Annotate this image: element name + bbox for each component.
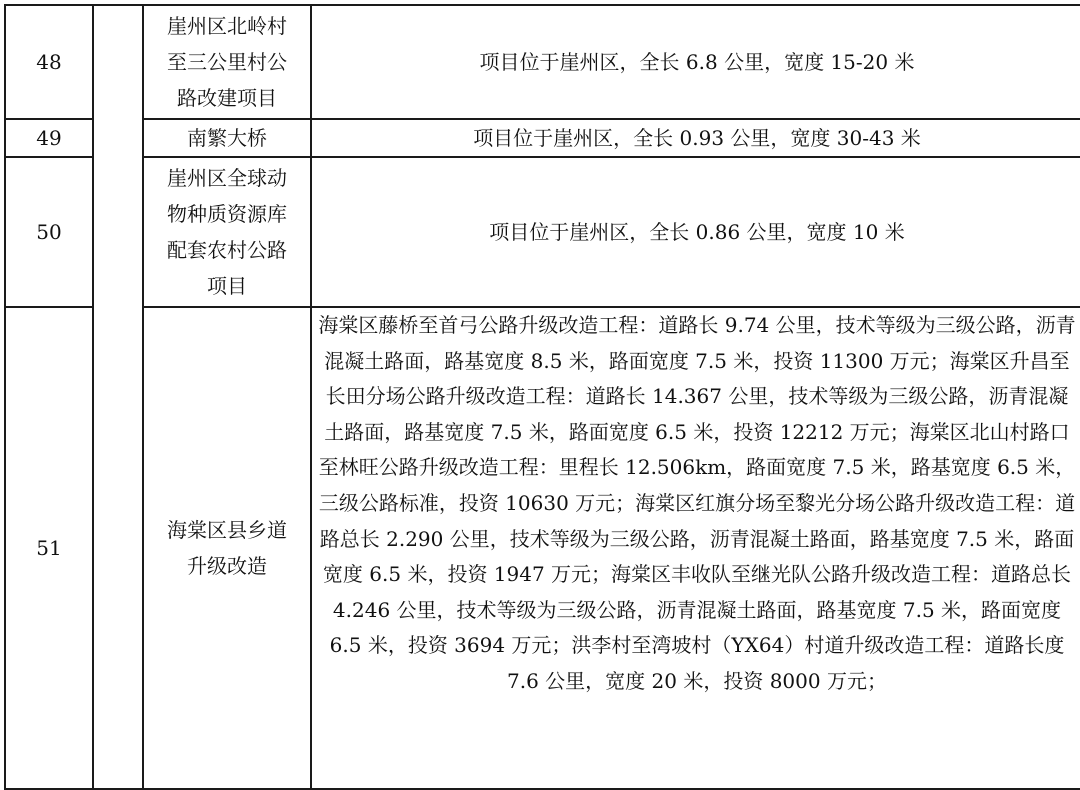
project-description: 项目位于崖州区，全长 0.93 公里，宽度 30-43 米	[311, 119, 1080, 157]
project-name-cell	[143, 5, 311, 119]
table-row	[5, 5, 1080, 119]
project-name-line: 崖州区北岭村	[167, 14, 287, 38]
project-name-line: 物种质资源库	[167, 202, 287, 226]
project-name-line: 配套农村公路	[167, 238, 287, 262]
project-name-line: 海棠区县乡道	[167, 518, 287, 542]
row-number: 48	[5, 5, 93, 119]
table-row	[5, 157, 1080, 307]
project-name-line: 至三公里村公	[167, 50, 287, 74]
project-name-cell	[143, 157, 311, 307]
table-row	[5, 307, 1080, 789]
project-name-line: 项目	[207, 274, 247, 298]
project-name-line: 路改建项目	[177, 86, 277, 110]
project-description: 项目位于崖州区，全长 0.86 公里，宽度 10 米	[311, 157, 1080, 307]
merged-blank-cell	[93, 5, 143, 789]
project-name-line: 南繁大桥	[187, 126, 267, 150]
project-name-cell	[143, 119, 311, 157]
row-number: 49	[5, 119, 93, 157]
project-name-line: 崖州区全球动	[167, 166, 287, 190]
project-name-cell	[143, 307, 311, 789]
row-number: 50	[5, 157, 93, 307]
project-description: 海棠区藤桥至首弓公路升级改造工程：道路长 9.74 公里，技术等级为三级公路，沥青混凝土路面，路基宽度 8.5 米，路面宽度 7.5 米，投资 11300 万元；海棠区升昌至长田分场公路升级改造工程：道路长 14.367 公里，技术等级为三级公路，沥青混凝土路面，路基宽度 7.5 米，路面宽度 6.5 米，投资 12212 万元；海棠区北山村路口至林旺公路升级改造工程：里程长 12.506km，路面宽度 7.5 米，路基宽度 6.5 米，三级公路标准，投资 10630 万元；海棠区红旗分场至黎光分场公路升级改造工程：道路总长 2.290 公里，技术等级为三级公路，沥青混凝土路面，路基宽度 7.5 米，路面宽度 6.5 米，投资 1947 万元；海棠区丰收队至继光队公路升级改造工程：道路总长 4.246 公里，技术等级为三级公路，沥青混凝土路面，路基宽度 7.5 米，路面宽度 6.5 米，投资 3694 万元；洪李村至湾坡村（YX64）村道升级改造工程：道路长度 7.6 公里，宽度 20 米，投资 8000 万元；	[311, 307, 1080, 789]
project-name-line: 升级改造	[187, 554, 267, 578]
row-number: 51	[5, 307, 93, 789]
project-table	[4, 4, 1080, 790]
project-description: 项目位于崖州区，全长 6.8 公里，宽度 15-20 米	[311, 5, 1080, 119]
table-row	[5, 119, 1080, 157]
